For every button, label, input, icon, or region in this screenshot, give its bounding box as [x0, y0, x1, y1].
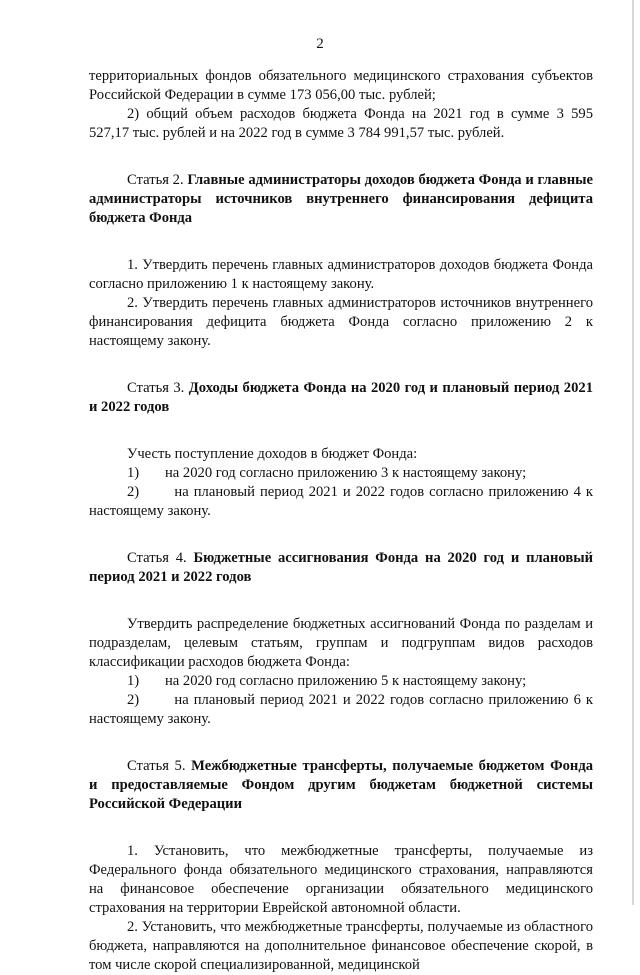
article-2-item-1: 1. Утвердить перечень главных администраторов доходов бюджета Фонда согласно приложению 1 к настоящему закону.: [89, 257, 593, 292]
list-text: на плановый период 2021 и 2022 годов согласно приложению 6 к настоящему закону.: [89, 692, 593, 727]
list-text: на 2020 год согласно приложению 5 к настоящему закону;: [165, 673, 527, 689]
article-5-title: Межбюджетные трансферты, получаемые бюджетом Фонда и предоставляемые Фондом другим бюджетам бюджетной системы Российской Федерации: [89, 758, 593, 812]
list-number: 2): [127, 484, 140, 500]
list-number: 1): [127, 673, 140, 689]
list-text: на 2020 год согласно приложению 3 к настоящему закону;: [165, 465, 527, 481]
article-2-item-2: 2. Утвердить перечень главных администраторов источников внутреннего финансирования дефицита бюджета Фонда согласно приложению 2 к настоящему закону.: [89, 295, 593, 349]
article-4-list-item-2: [89, 691, 593, 729]
article-3-intro: Учесть поступление доходов в бюджет Фонда:: [127, 446, 418, 462]
article-4-title: Бюджетные ассигнования Фонда на 2020 год и плановый период 2021 и 2022 годов: [89, 550, 594, 585]
scan-edge-line: [632, 0, 634, 905]
article-5-item-2: 2. Установить, что межбюджетные трансферты, получаемые из областного бюджета, направляются на дополнительное финансовое обеспечение скорой, в том числе скорой специализированной, медицинской: [89, 919, 593, 973]
article-2-prefix: Статья 2.: [127, 172, 188, 188]
article-3-title: Доходы бюджета Фонда на 2020 год и плановый период 2021 и 2022 годов: [89, 380, 593, 415]
page-number: 2: [316, 36, 324, 52]
paragraph-continuation: территориальных фондов обязательного медицинского страхования субъектов Российской Федерации в сумме 173 056,00 тыс. рублей;: [89, 68, 593, 103]
article-3-list-item-1: [89, 464, 593, 483]
list-text: на плановый период 2021 и 2022 годов согласно приложению 4 к настоящему закону.: [89, 484, 593, 519]
article-4-heading: [89, 549, 593, 587]
list-number: 2): [127, 692, 140, 708]
list-number: 1): [127, 465, 140, 481]
article-2-title: Главные администраторы доходов бюджета Фонда и главные администраторы источников внутреннего финансирования дефицита бюджета Фонда: [89, 172, 593, 226]
document-body: [89, 67, 593, 975]
article-4-list-item-1: [89, 672, 593, 691]
article-4-prefix: Статья 4.: [127, 550, 194, 566]
article-4-intro: Утвердить распределение бюджетных ассигнований Фонда по разделам и подразделам, целевым статьям, группам и подгруппам видов расходов классификации расходов бюджета Фонда:: [89, 616, 593, 670]
article-3-list-item-2: [89, 483, 593, 521]
article-5-heading: [89, 757, 593, 814]
article-3-prefix: Статья 3.: [127, 380, 189, 396]
paragraph-total-expenses: 2) общий объем расходов бюджета Фонда на 2021 год в сумме 3 595 527,17 тыс. рублей и на 2022 год в сумме 3 784 991,57 тыс. рублей.: [89, 106, 593, 141]
article-5-item-1: 1. Установить, что межбюджетные трансферты, получаемые из Федерального фонда обязательного медицинского страхования, направляются на финансовое обеспечение организации обязательного медицинского страхования на территории Еврейской автономной области.: [89, 843, 593, 916]
article-3-heading: [89, 379, 593, 417]
article-5-prefix: Статья 5.: [127, 758, 192, 774]
article-2-heading: [89, 171, 593, 228]
